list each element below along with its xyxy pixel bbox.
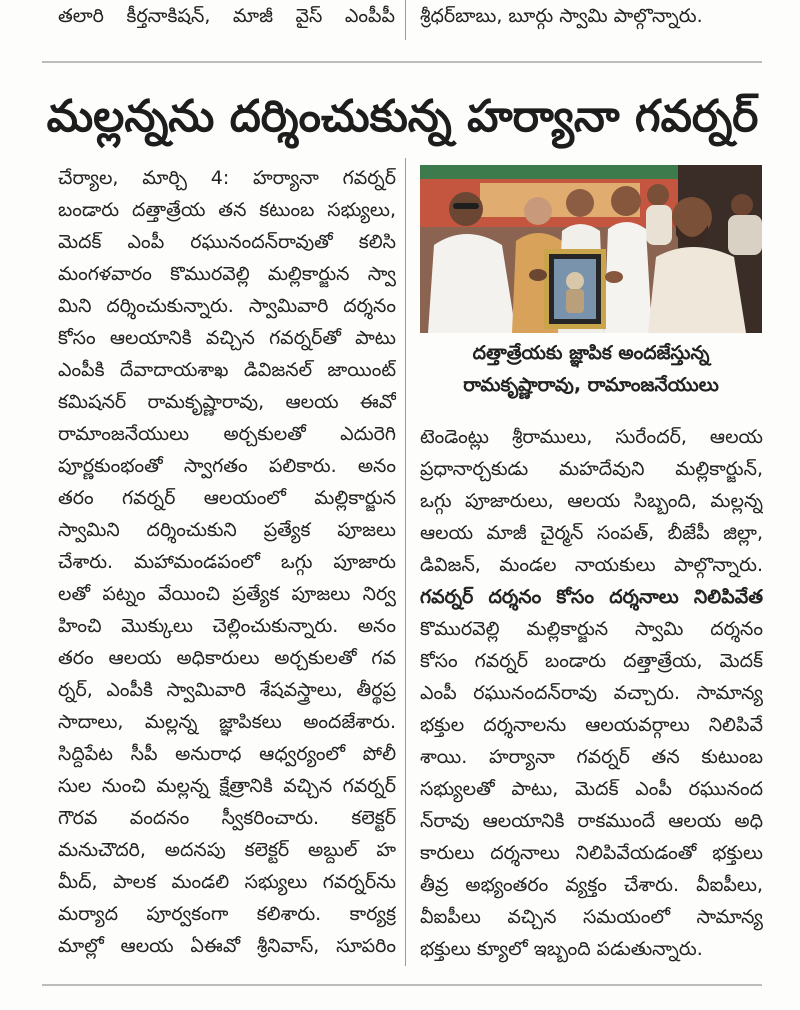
article-line: ఒగ్గు పూజారులు, ఆలయ సిబ్బంది, మల్లన్న bbox=[420, 490, 763, 512]
previous-article-line: శ్రీధర్‌బాబు, బూర్గు స్వామి పాల్గొన్నారు. bbox=[420, 5, 703, 27]
article-line: స్వామిని దర్శించుకుని ప్రత్యేక పూజలు bbox=[58, 519, 396, 541]
hand bbox=[605, 271, 623, 283]
article-line: టెండెంట్లు శ్రీరాములు, సురేందర్, ఆలయ bbox=[420, 426, 763, 448]
article-line: వీఐపీలు వచ్చిన సమయంలో సామాన్య bbox=[420, 906, 763, 928]
article-line: భక్తులు క్యూలో ఇబ్బంది పడుతున్నారు. bbox=[420, 938, 703, 960]
article-line: తరం గవర్నర్ ఆలయంలో మల్లికార్జున bbox=[58, 487, 396, 509]
article-line: సుల నుంచి మల్లన్న క్షేత్రానికి వచ్చిన గవర్నర్ bbox=[58, 775, 396, 797]
article-line: తీవ్ర అభ్యంతరం వ్యక్తం చేశారు. వీఐపీలు, bbox=[420, 874, 763, 896]
article-line: శాయి. హర్యానా గవర్నర్ తన కుటుంబ bbox=[420, 746, 763, 768]
article-line: డివిజన్, మండల నాయకులు పాల్గొన్నారు. bbox=[420, 554, 763, 576]
article-line: కారులు దర్శనాలు నిలిపివేయడంతో భక్తులు bbox=[420, 842, 763, 864]
article-line: న్‌రావు ఆలయానికి రాకముందే ఆలయ అధి bbox=[420, 810, 763, 832]
column-divider-top bbox=[405, 0, 406, 40]
article-line: పూర్ణకుంభంతో స్వాగతం పలికారు. అనం bbox=[58, 455, 396, 477]
article-line: కమిషనర్ రామకృష్ణారావు, ఆలయ ఈవో bbox=[58, 391, 396, 413]
article-headline: మల్లన్నను దర్శించుకున్న హర్యానా గవర్నర్ bbox=[46, 91, 759, 142]
article-subheading: గవర్నర్ దర్శనం కోసం దర్శనాలు నిలిపివేత bbox=[420, 586, 763, 608]
hand bbox=[529, 269, 547, 281]
article-line: ఎంపీకి దేవాదాయశాఖ డివిజనల్ జాయింట్ bbox=[58, 359, 396, 381]
article-line: మంగళవారం కొమురవెల్లి మల్లికార్జున స్వా bbox=[58, 263, 396, 285]
article-line: చేర్యాల, మార్చి 4: హర్యానా గవర్నర్ bbox=[58, 167, 396, 189]
article-line: సిద్దిపేట సీపీ అనురాధ ఆధ్వర్యంలో పోలీ bbox=[58, 743, 396, 765]
column-divider bbox=[405, 158, 406, 966]
article-line: సభ్యులతో పాటు, మెదక్ ఎంపీ రఘునంద bbox=[420, 778, 763, 800]
photo-caption bbox=[420, 337, 762, 401]
article-line: గౌరవ వందనం స్వీకరించారు. కలెక్టర్ bbox=[58, 807, 396, 829]
article-line: ఆలయ మాజీ చైర్మన్ సంపత్, బీజేపీ జిల్లా, bbox=[420, 522, 763, 544]
article-line: మిని దర్శించుకున్నారు. స్వామివారి దర్శనం bbox=[58, 295, 396, 317]
person-figure bbox=[646, 184, 672, 245]
article-line: ఎంపీ రఘునందన్‌రావు వచ్చారు. సామాన్య bbox=[420, 682, 763, 704]
news-photo bbox=[420, 165, 762, 333]
article-left-column bbox=[58, 162, 396, 962]
section-rule-bottom bbox=[42, 984, 762, 986]
article-line: మనుచౌదరి, అదనపు కలెక్టర్ అబ్దుల్ హ bbox=[58, 839, 396, 861]
article-line: మీద్, పాలక మండలి సభ్యులు గవర్నర్‌ను bbox=[58, 871, 396, 893]
previous-article-line: తలారి కీర్తనాకిషన్, మాజీ వైస్ ఎంపీపీ bbox=[58, 5, 395, 27]
article-right-column bbox=[420, 421, 763, 965]
article-line: హించి మొక్కులు చెల్లించుకున్నారు. అనం bbox=[58, 615, 396, 637]
caption-line: దత్తాత్రేయకు జ్ఞాపిక అందజేస్తున్న bbox=[472, 342, 710, 364]
article-line: సాదాలు, మల్లన్న జ్ఞాపికలు అందజేశారు. bbox=[58, 711, 396, 733]
article-line: ర్నర్, ఎంపీకి స్వామివారి శేషవస్త్రాలు, తీర్థప్ర bbox=[58, 679, 396, 701]
article-line: భక్తుల దర్శనాలను ఆలయవర్గాలు నిలిపివే bbox=[420, 714, 763, 736]
caption-line: రామకృష్ణారావు, రామాంజనేయులు bbox=[463, 374, 719, 396]
framed-memento bbox=[544, 249, 606, 329]
article-line: మెదక్ ఎంపీ రఘునందన్‌రావుతో కలిసి bbox=[58, 231, 396, 253]
section-rule-top bbox=[42, 61, 762, 63]
photo-illustration bbox=[420, 165, 762, 333]
article-line: చేశారు. మహామండపంలో ఒగ్గు పూజారు bbox=[58, 551, 396, 573]
article-line: కోసం ఆలయానికి వచ్చిన గవర్నర్‌తో పాటు bbox=[58, 327, 396, 349]
article-line: మాల్లో ఆలయ ఏఈవో శ్రీనివాస్, సూపరిం bbox=[58, 935, 396, 957]
article-line: రామాంజనేయులు అర్చకులతో ఎదురెగి bbox=[58, 423, 396, 445]
article-line: కోసం గవర్నర్ బండారు దత్తాత్రేయ, మెదక్ bbox=[420, 650, 763, 672]
article-line: లతో పట్నం వేయించి ప్రత్యేక పూజలు నిర్వ bbox=[58, 583, 396, 605]
article-line: బండారు దత్తాత్రేయ తన కటుంబ సభ్యులు, bbox=[58, 199, 396, 221]
article-line: కొమురవెల్లి మల్లికార్జున స్వామి దర్శనం bbox=[420, 618, 763, 640]
article-line: తరం ఆలయ అధికారులు అర్చకులతో గవ bbox=[58, 647, 396, 669]
article-line: మర్యాద పూర్వకంగా కలిశారు. కార్యక్ర bbox=[58, 903, 396, 925]
article-line: ప్రధానార్చకుడు మహదేవుని మల్లికార్జున్, bbox=[420, 458, 763, 480]
